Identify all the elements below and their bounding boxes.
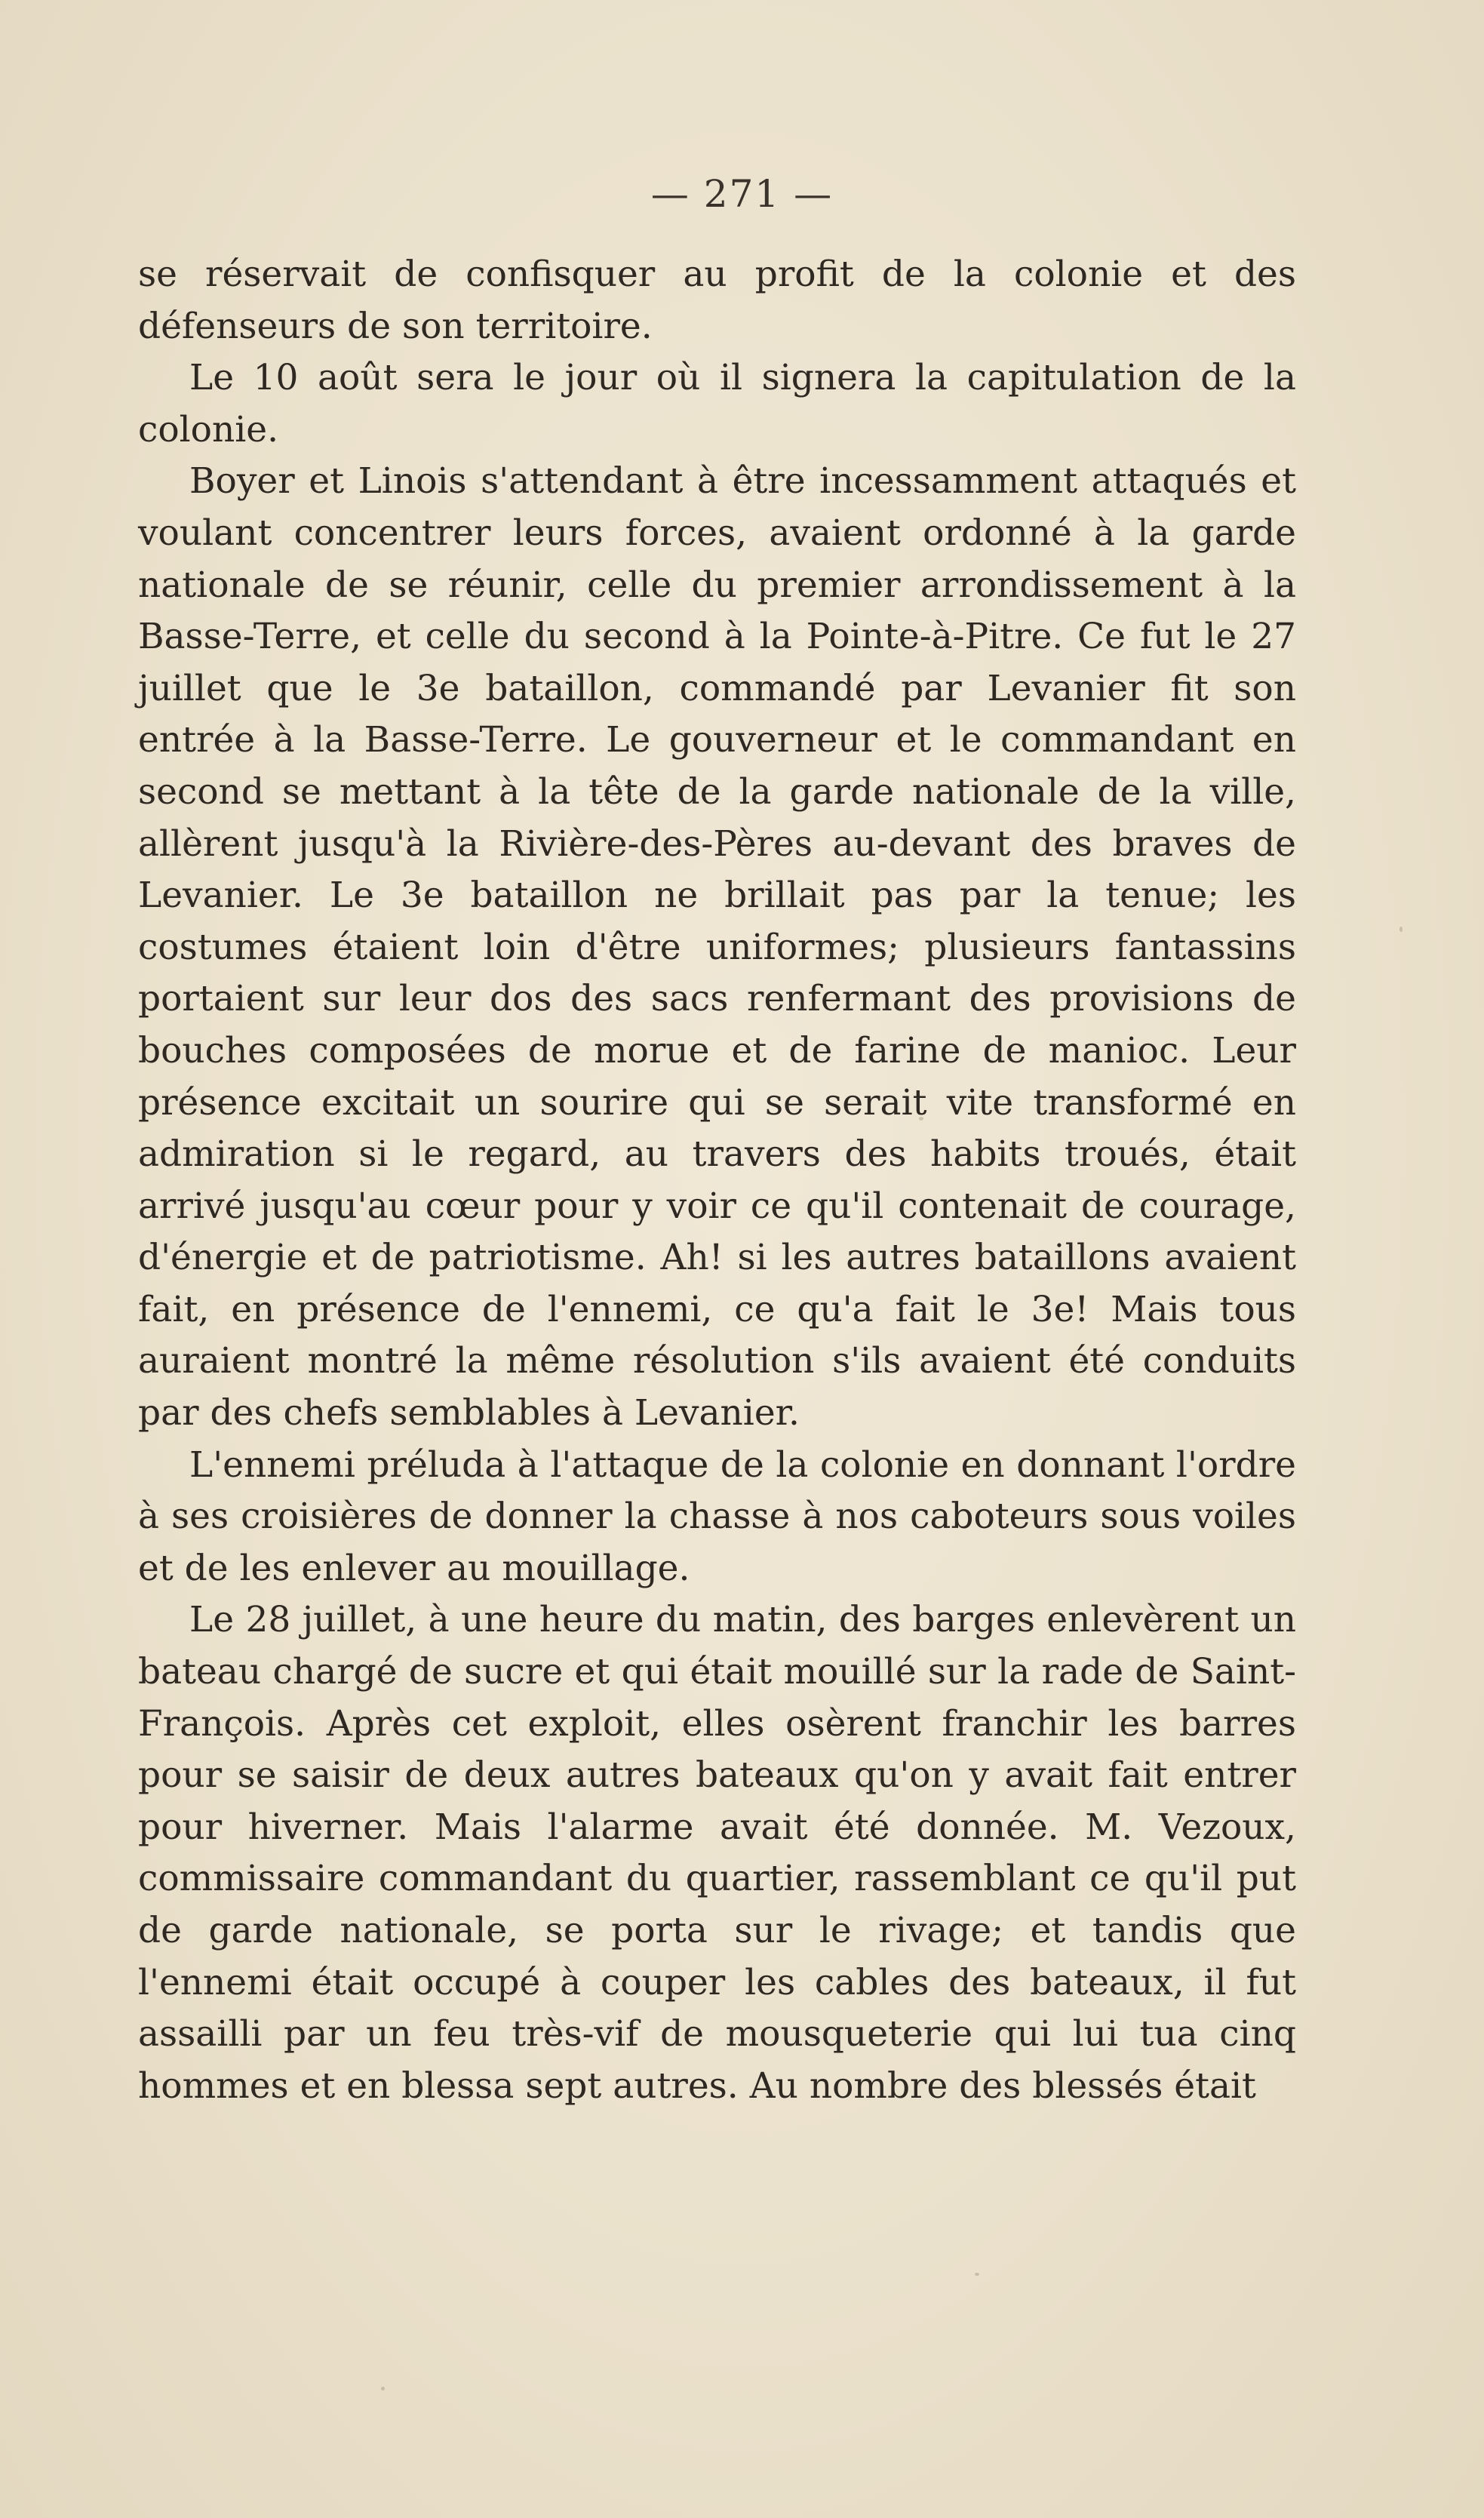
paper-speck bbox=[975, 2273, 979, 2276]
page-number: — 271 — bbox=[650, 172, 834, 216]
paper-speck bbox=[1400, 927, 1403, 932]
paragraph: se réservait de confisquer au profit de la colonie et des défenseurs de son territoire. bbox=[138, 254, 1296, 347]
paragraph: L'ennemi préluda à l'attaque de la colonie en donnant l'ordre à ses croisières de donner la chasse à nos caboteurs sous voiles et de les enlever au mouillage. bbox=[138, 1443, 1296, 1589]
paragraph: Le 28 juillet, à une heure du matin, des barges enlevèrent un bateau chargé de sucre et qui était mouillé sur la rade de Saint-François. Après cet exploit, elles osèrent franchir les barres pour se saisir de deux autres bateaux qu'on y avait fait entrer pour hiverner. Mais l'alarme avait été donnée. M. Vezoux, commissaire commandant du quartier, rassemblant ce qu'il put de garde nationale, se porta sur le rivage; et tandis que l'ennemi était occupé à couper les cables des bateaux, il fut assailli par un feu très-vif de mousqueterie qui lui tua cinq hommes et en blessa sept autres. Au nombre des blessés était bbox=[138, 1599, 1296, 2107]
paragraph: Le 10 août sera le jour où il signera la capitulation de la colonie. bbox=[138, 357, 1296, 450]
paragraph: Boyer et Linois s'attendant à être incessamment attaqués et voulant concentrer leurs forces, avaient ordonné à la garde nationale de se réunir, celle du premier arrondissement à la Basse-Terre, et celle du second à la Pointe-à-Pitre. Ce fut le 27 juillet que le 3e bataillon, commandé par Levanier fit son entrée à la Basse-Terre. Le gouverneur et le commandant en second se mettant à la tête de la garde nationale de la ville, allèrent jusqu'à la Rivière-des-Pères au-devant des braves de Levanier. Le 3e bataillon ne brillait pas par la tenue; les costumes étaient loin d'être uniformes; plusieurs fantassins portaient sur leur dos des sacs renfermant des provisions de bouches composées de morue et de farine de manioc. Leur présence excitait un sourire qui se serait vite transformé en admiration si le regard, au travers des habits troués, était arrivé jusqu'au cœur pour y voir ce qu'il contenait de courage, d'énergie et de patriotisme. Ah! si les autres bataillons avaient fait, en présence de l'ennemi, ce qu'a fait le 3e! Mais tous auraient montré la même résolution s'ils avaient été conduits par des chefs semblables à Levanier. bbox=[138, 460, 1296, 1434]
body-text bbox=[138, 249, 1296, 2112]
paper-speck bbox=[381, 2387, 385, 2390]
